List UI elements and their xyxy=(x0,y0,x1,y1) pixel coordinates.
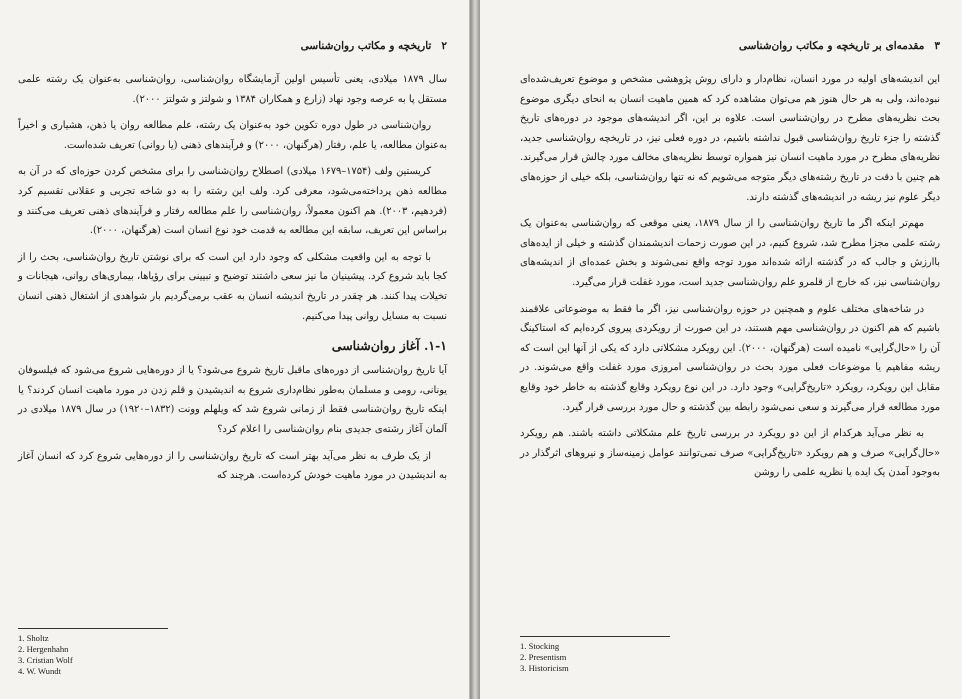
right-paragraph-1: این اندیشه‌های اولیه در مورد انسان، نظام‌دار و دارای روش پژوهشی مشخص و موضوع تعریف‌شده‌ای نبوده‌اند، ولی به هر حال هنوز هم می‌توان مشاهده کرد که همین ماهیت انسان به انحای دیگری موضوع بحث نظریه‌های مطرح در روان‌شناسی است. علاوه بر این، اگر اندیشه‌های موجود در دوره‌های تاریخ گذشته را جزء تاریخ روان‌شناسی قبول نداشته باشیم، در دوره فعلی نیز، در تاریخچه روان‌شناسی جدید، نظریه‌های مطرح در مورد ماهیت انسان نیز همواره توسط نظریه‌های مخالف مورد چالش قرار می‌گیرند. هم چنین با دقت در تاریخ رشته‌های دیگر متوجه می‌شویم که نه تنها روان‌شناسی، بلکه خیلی از حوزه‌های دیگر علوم نیز ریشه در اندیشه‌های گذشته دارند. xyxy=(520,74,940,203)
section-heading: ۱-۱. آغاز روان‌شناسی xyxy=(331,338,447,354)
footnote: 3. Cristian Wolf xyxy=(18,655,73,665)
right-paragraph-3: در شاخه‌های مختلف علوم و همچنین در حوزه روان‌شناسی نیز، اگر ما فقط به موضوعاتی علاقمند باشیم که هم اکنون در روان‌شناسی مهم هستند، در این صورت از رویکردی پیروی کرده‌ایم که استاکینگ آن را «حال‌گرایی» نامیده است (هرگنهان، ۲۰۰۰). این رویکرد مشکلاتی دارد که یکی از آنها این است که ریشه مفاهیم یا موضوعات فعلی مورد بحث در روان‌شناسی امروزی مورد غفلت واقع می‌شوند. در مقابل این رویکرد، رویکرد «تاریخ‌گرایی» وجود دارد. در این نوع رویکرد وقایع گذشته به خاطر خود وقایع مورد مطالعه قرار می‌گیرند و سعی نمی‌شود رابطه بین گذشته و حال مورد بررسی قرار گیرد. xyxy=(520,303,940,413)
footnote: 3. Historicism xyxy=(520,663,569,673)
footnote: 1. Stocking xyxy=(520,641,560,651)
right-page-number: ۳ xyxy=(934,40,940,52)
right-page xyxy=(480,0,962,699)
right-body-text xyxy=(520,70,940,483)
left-paragraph-4: با توجه به این واقعیت مشکلی که وجود دارد این است که برای نوشتن تاریخ روان‌شناسی، بحث را از کجا باید شروع کرد. پیشینیان ما نیز سعی داشتند توضیح و تبیینی برای رؤیاها، بیماری‌های روانی، هیجانات و تخیلات پیدا کنند. هر چقدر در تاریخ اندیشه انسان به عقب برمی‌گردیم بار شواهدی از اشتغال ذهنی انسان نسبت به مسایل روانی پیدا می‌کنیم. xyxy=(18,251,447,322)
section-paragraph-2: از یک طرف به نظر می‌آید بهتر است که تاریخ روان‌شناسی را از دوره‌هایی شروع کرد که انسان آغاز به اندیشیدن در مورد ماهیت خودش کرده‌است. هرچند که xyxy=(18,450,447,482)
left-page xyxy=(0,0,470,699)
right-paragraph-4: به نظر می‌آید هرکدام از این دو رویکرد در بررسی تاریخ علم مشکلاتی داشته باشند. هم رویکرد «حال‌گرایی» صرف و هم رویکرد «تاریخ‌گرایی» صرف نمی‌توانند عوامل زمینه‌ساز و نیروهای اثرگذار در به‌وجود آمدن یک ایده یا نظریه علمی را روشن xyxy=(520,428,940,479)
right-footnotes xyxy=(520,636,670,674)
left-running-head xyxy=(18,40,447,52)
right-paragraph-2: مهم‌تر اینکه اگر ما تاریخ روان‌شناسی را از سال ۱۸۷۹، یعنی موقعی که روان‌شناسی به‌عنوان یک رشته علمی مجزا مطرح شد، شروع کنیم، در این صورت زحمات اندیشمندان گذشته و خیلی از ایده‌های باارزش و جالب که در گذشته ارائه شده‌اند مورد توجه واقع نمی‌شوند و بخش عمده‌ای از اندیشه‌های روان‌شناسی نیز، که خارج از قلمرو علم روان‌شناسی جدید است، مورد غفلت قرار می‌گیرد. xyxy=(520,218,940,288)
left-body-text xyxy=(18,70,447,326)
footnote: 2. Hergenhahn xyxy=(18,644,69,654)
left-section-text xyxy=(18,361,447,486)
left-page-number: ۲ xyxy=(441,40,447,52)
section-paragraph-1: آیا تاریخ روان‌شناسی از دوره‌های ماقبل تاریخ شروع می‌شود؟ یا از دوره‌هایی شروع می‌شود که فیلسوفان یونانی، رومی و مسلمان به‌طور نظام‌داری شروع به اندیشیدن و قلم زدن در مورد ماهیت انسان کردند؟ یا اینکه تاریخ روان‌شناسی فقط از زمانی شروع شد که ویلهلم وونت (۱۸۳۲–۱۹۲۰) در سال ۱۸۷۹ میلادی در آلمان آغاز رشته‌ی جدیدی بنام روان‌شناسی را اعلام کرد؟ xyxy=(18,365,447,435)
footnote: 1. Sholtz xyxy=(18,633,49,643)
left-paragraph-2: روان‌شناسی در طول دوره تکوین خود به‌عنوان یک رشته، علم مطالعه روان یا ذهن، هشیاری و اخیراً به‌عنوان مطالعه، یا علم، رفتار (هرگنهان، ۲۰۰۰) و فرآیندهای ذهنی (یا روانی) تعریف شده‌است. xyxy=(18,120,447,151)
left-footnotes xyxy=(18,628,168,677)
footnote: 4. W. Wundt xyxy=(18,666,61,676)
book-gutter xyxy=(470,0,480,699)
left-running-head-title: تاریخچه و مکاتب روان‌شناسی xyxy=(300,40,432,52)
right-running-head xyxy=(520,40,940,52)
right-running-head-title: مقدمه‌ای بر تاریخچه و مکاتب روان‌شناسی xyxy=(738,40,925,52)
left-paragraph-3: کریستین ولف (۱۷۵۴–۱۶۷۹ میلادی) اصطلاح روان‌شناسی را برای مشخص کردن حوزه‌ای که در آن به مطالعه ذهن پرداخته‌می‌شود، معرفی کرد. ولف این رشته را به دو شاخه تجربی و عقلانی تقسیم کرد (فردهیم، ۲۰۰۳). هم اکنون معمولاً، روان‌شناسی را علم مطالعه رفتار و فرآیندهای ذهنی تعریف می‌کنند و براساس این تعریف، سابقه این مطالعه به قدمت خود نوع انسان است (هرگنهان، ۲۰۰۰). xyxy=(18,166,447,237)
left-paragraph-1: سال ۱۸۷۹ میلادی، یعنی تأسیس اولین آزمایشگاه روان‌شناسی، روان‌شناسی به‌عنوان یک رشته علمی مستقل پا به عرصه وجود نهاد (زارع و همکاران ۱۳۸۴ و شولتز و شولتز ۲۰۰۰). xyxy=(18,74,447,105)
footnote: 2. Presentism xyxy=(520,652,567,662)
